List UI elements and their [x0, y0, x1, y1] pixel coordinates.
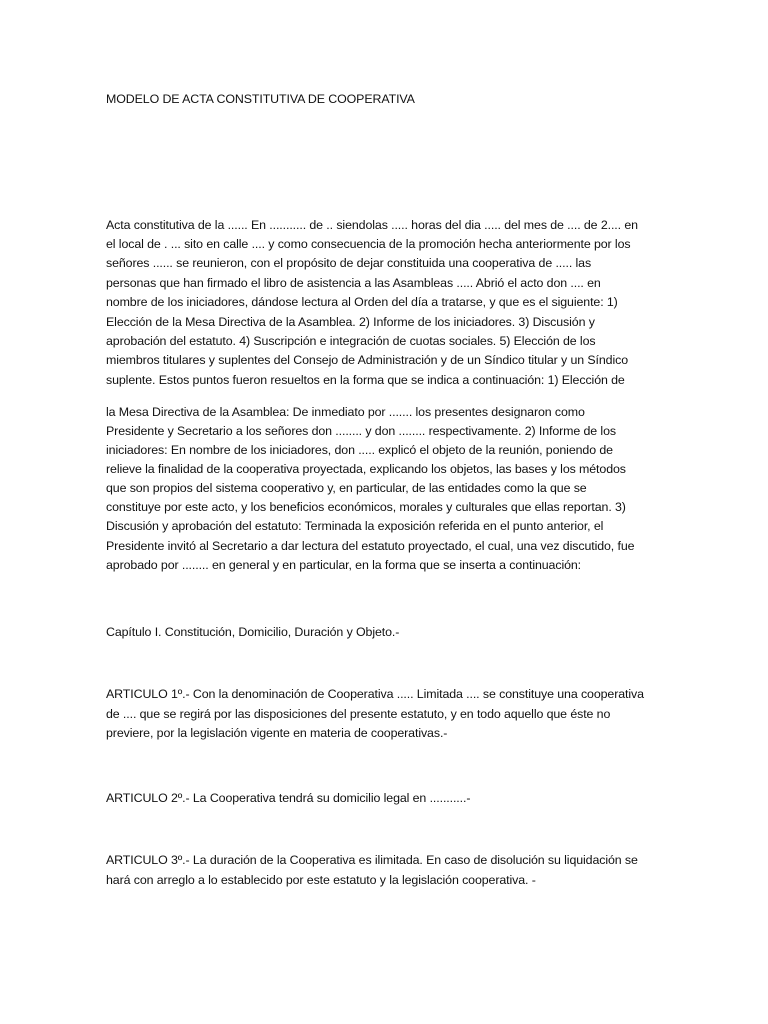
paragraph2-line-4: relieve la finalidad de la cooperativa proyectada, explicando los objetos, las bases y los métodos [106, 462, 626, 476]
paragraph1-line-9: suplente. Estos puntos fueron resueltos en la forma que se indica a continuación: 1) Elección de [106, 373, 625, 387]
paragraph1-line-2: el local de . ... sito en calle .... y como consecuencia de la promoción hecha anteriormente por los [106, 237, 631, 251]
document-title: MODELO DE ACTA CONSTITUTIVA DE COOPERATIVA [106, 92, 415, 106]
paragraph2-line-5: que son propios del sistema cooperativo y, en particular, de las entidades como la que se [106, 481, 587, 495]
paragraph1-line-8: miembros titulares y suplentes del Consejo de Administración y de un Síndico titular y un Síndico [106, 353, 628, 367]
paragraph1-line-1: Acta constitutiva de la ...... En ........... de .. siendolas ..... horas del dia ..... del mes de .... de 2.... en [106, 218, 638, 232]
article1-line-1: ARTICULO 1º.- Con la denominación de Cooperativa ..... Limitada .... se constituye una cooperativa [106, 687, 644, 701]
article3-line-2: hará con arreglo a lo establecido por este estatuto y la legislación cooperativa. - [106, 873, 536, 887]
paragraph2-line-9: aprobado por ........ en general y en particular, en la forma que se inserta a continuación: [106, 558, 582, 572]
paragraph2-line-6: constituye por este acto, y los beneficios económicos, morales y culturales que ellas reportan. 3) [106, 500, 626, 514]
article1-line-3: previere, por la legislación vigente en materia de cooperativas.- [106, 726, 448, 740]
paragraph1-line-3: señores ...... se reunieron, con el propósito de dejar constituida una cooperativa de ..... las [106, 256, 592, 270]
paragraph2-line-8: Presidente invitó al Secretario a dar lectura del estatuto proyectado, el cual, una vez discutido, fue [106, 539, 635, 553]
paragraph1-line-7: aprobación del estatuto. 4) Suscripción e integración de cuotas sociales. 5) Elección de los [106, 334, 596, 348]
chapter-heading: Capítulo I. Constitución, Domicilio, Duración y Objeto.- [106, 625, 400, 639]
paragraph1-line-4: personas que han firmado el libro de asistencia a las Asambleas ..... Abrió el acto don .... en [106, 276, 601, 290]
paragraph2-line-2: Presidente y Secretario a los señores don ........ y don ........ respectivamente. 2) Informe de los [106, 424, 616, 438]
article2-line-1: ARTICULO 2º.- La Cooperativa tendrá su domicilio legal en ...........- [106, 791, 471, 805]
article1-line-2: de .... que se regirá por las disposiciones del presente estatuto, y en todo aquello que éste no [106, 707, 611, 721]
article3-line-1: ARTICULO 3º.- La duración de la Cooperativa es ilimitada. En caso de disolución su liquidación se [106, 853, 638, 867]
paragraph2-line-3: iniciadores: En nombre de los iniciadores, don ..... explicó el objeto de la reunión, poniendo de [106, 443, 613, 457]
paragraph2-line-1: la Mesa Directiva de la Asamblea: De inmediato por ....... los presentes designaron como [106, 405, 585, 419]
paragraph2-line-7: Discusión y aprobación del estatuto: Terminada la exposición referida en el punto anterior, el [106, 519, 604, 533]
paragraph1-line-5: nombre de los iniciadores, dándose lectura al Orden del día a tratarse, y que es el siguiente: 1) [106, 295, 618, 309]
paragraph1-line-6: Elección de la Mesa Directiva de la Asamblea. 2) Informe de los iniciadores. 3) Discusión y [106, 315, 595, 329]
